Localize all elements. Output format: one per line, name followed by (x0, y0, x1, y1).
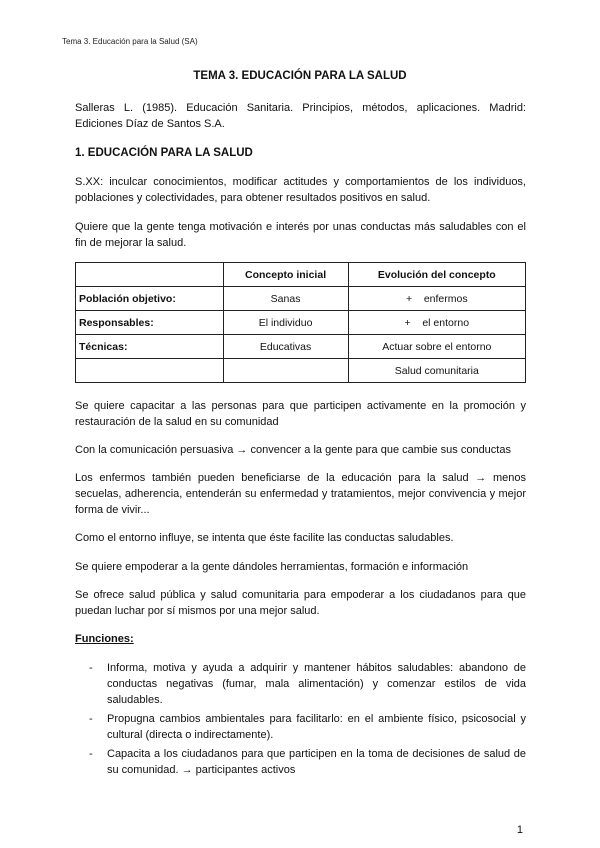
table-cell: Población objetivo: (76, 287, 224, 311)
funciones-heading: Funciones: (75, 633, 134, 645)
table-header: Concepto inicial (223, 263, 348, 287)
table-cell (76, 359, 224, 383)
table-row (76, 335, 526, 359)
list-item: - Capacita a los ciudadanos para que participen en la toma de decisiones de salud de su comunidad. → participantes activos (75, 746, 526, 778)
paragraph: Como el entorno influye, se intenta que éste facilite las conductas saludables. (75, 532, 454, 544)
table-cell (223, 359, 348, 383)
paragraph: Con la comunicación persuasiva → convencer a la gente para que cambie sus conductas (75, 444, 511, 456)
table-cell: Técnicas: (76, 335, 224, 359)
table-cell: + el entorno (348, 311, 525, 335)
page-title: TEMA 3. EDUCACIÓN PARA LA SALUD (193, 70, 407, 82)
table-cell: Salud comunitaria (348, 359, 525, 383)
table-cell: Sanas (223, 287, 348, 311)
paragraph: Quiere que la gente tenga motivación e interés por unas conductas más saludables con el fin de mejorar la salud. (75, 221, 526, 249)
list-item: - Propugna cambios ambientales para facilitarlo: en el ambiente físico, psicosocial y cultural (directa o indirectamente). (75, 711, 526, 743)
table-cell: Educativas (223, 335, 348, 359)
table-header (76, 263, 224, 287)
table-header-row (76, 263, 526, 287)
table-header: Evolución del concepto (348, 263, 525, 287)
table-cell: Responsables: (76, 311, 224, 335)
paragraph: Se ofrece salud pública y salud comunitaria para empoderar a los ciudadanos para que puedan luchar por sí mismos por una mejor salud. (75, 589, 526, 617)
paragraph: Se quiere capacitar a las personas para que participen activamente en la promoción y restauración de la salud en su comunidad (75, 400, 526, 428)
page-number: 1 (516, 824, 523, 836)
paragraph: Se quiere empoderar a la gente dándoles herramientas, formación e información (75, 561, 469, 573)
table-row (76, 311, 526, 335)
running-header: Tema 3. Educación para la Salud (SA) (62, 37, 198, 46)
section-heading: 1. EDUCACIÓN PARA LA SALUD (75, 147, 253, 159)
table-row (76, 359, 526, 383)
paragraph: S.XX: inculcar conocimientos, modificar actitudes y comportamientos de los individuos, poblaciones y colectividades, para obtener resultados positivos en salud. (75, 176, 526, 204)
table-row (76, 287, 526, 311)
concept-table (75, 262, 526, 383)
table-cell: El individuo (223, 311, 348, 335)
funciones-list (75, 660, 526, 781)
list-item: - Informa, motiva y ayuda a adquirir y mantener hábitos saludables: abandono de conductas negativas (fumar, mala alimentación) y comenzar estilos de vida saludables. (75, 660, 526, 708)
table-cell: Actuar sobre el entorno (348, 335, 525, 359)
table-cell: + enfermos (348, 287, 525, 311)
paragraph: Los enfermos también pueden beneficiarse de la educación para la salud → menos secuelas, adherencia, entenderán su enfermedad y tratamientos, mejor convivencia y mejor forma de vivir... (75, 472, 526, 516)
reference: Salleras L. (1985). Educación Sanitaria. Principios, métodos, aplicaciones. Madrid: Ediciones Díaz de Santos S.A. (75, 102, 526, 130)
